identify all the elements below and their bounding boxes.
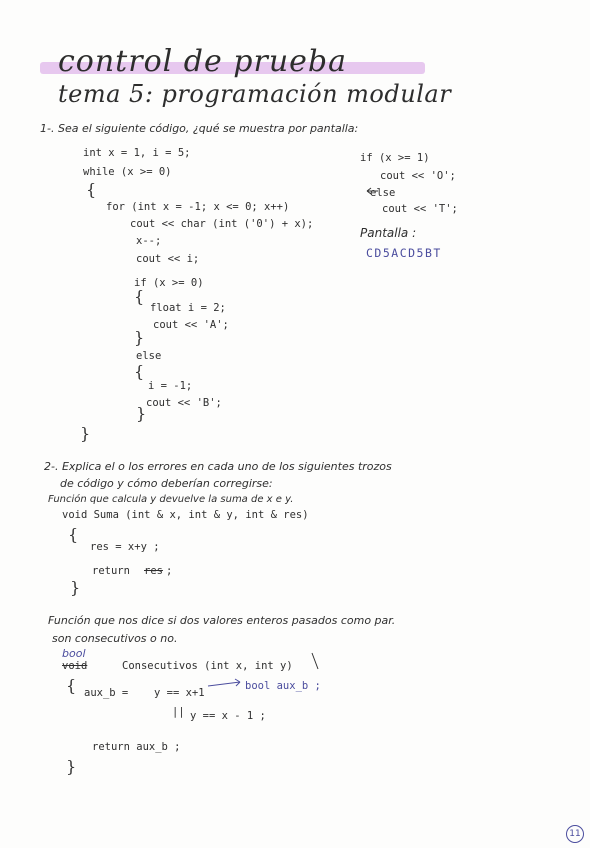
q1-side-code-2: cout << 'O'; [380,170,456,182]
q1-code-line-2: while (x >= 0) [83,166,172,178]
q1-code-line-14: { [134,362,145,381]
q1-code-line-8: if (x >= 0) [134,277,204,289]
q1-code-line-16: cout << 'B'; [146,397,222,409]
q2-prompt-line-2: de código y cómo deberían corregirse: [60,477,273,490]
q2a-description: Función que calcula y devuelve la suma de x e y. [48,494,294,505]
q1-code-line-7: cout << i; [136,253,200,265]
q2b-assign-rhs: y == x+1 [154,687,205,699]
q1-code-line-17: } [136,404,147,423]
page-number-badge: 11 [566,825,584,843]
q1-code-line-6: x--; [136,235,162,247]
q1-prompt: 1-. Sea el siguiente código, ¿qué se muestra por pantalla: [40,122,359,135]
q2a-return-keyword: return [92,565,130,577]
q2b-bool-correction: bool [62,647,86,660]
correction-arrow-icon [208,679,240,686]
q2b-or-symbol: || [172,706,185,718]
q1-code-line-10: float i = 2; [150,302,226,314]
q2a-line-1: res = x+y ; [90,541,160,553]
q2b-open-brace: { [66,676,77,695]
q1-code-line-18: } [80,424,91,443]
q2b-signature: Consecutivos (int x, int y) [122,660,293,672]
q1-side-code-4: cout << 'T'; [382,203,458,215]
screen-output: CD5ACD5BT [366,246,442,260]
q1-code-line-15: i = -1; [148,380,193,392]
q2b-or-rhs: y == x - 1 ; [190,710,266,722]
q1-code-line-9: { [134,287,145,306]
q2b-description-line-2: son consecutivos o no. [52,632,178,645]
q1-code-line-5: cout << char (int ('0') + x); [130,218,314,230]
q1-side-code-1: if (x >= 1) [360,152,430,164]
else-arrow-icon [367,188,378,194]
q2a-return-struck: res [144,565,163,577]
q2b-description-line-1: Función que nos dice si dos valores enteros pasados como par. [48,614,396,627]
page-subtitle: tema 5: programación modular [58,80,452,108]
q2b-void-struck: void [62,660,88,672]
q1-code-line-11: cout << 'A'; [153,319,229,331]
q2b-annotation: bool aux_b ; [245,680,321,692]
signature-mark-icon [312,653,318,669]
q1-code-line-3: { [86,180,97,199]
q1-code-line-4: for (int x = -1; x <= 0; x++) [106,201,290,213]
q2b-close-brace: } [66,757,77,776]
q1-code-line-13: else [136,350,162,362]
q1-code-line-12: } [134,328,145,347]
q1-code-line-1: int x = 1, i = 5; [83,147,191,159]
page-title: control de prueba [58,44,347,79]
q1-side-code-3: else [370,187,396,199]
q2b-assign-lhs: aux_b = [84,687,129,699]
q2-prompt-line-1: 2-. Explica el o los errores en cada uno de los siguientes trozos [44,460,392,473]
q2a-signature: void Suma (int & x, int & y, int & res) [62,509,309,521]
q2b-return-line: return aux_b ; [92,741,181,753]
q2a-close-brace: } [70,578,81,597]
q2a-open-brace: { [68,525,79,544]
q2a-return-end: ; [166,565,173,577]
screen-label: Pantalla : [360,226,417,240]
